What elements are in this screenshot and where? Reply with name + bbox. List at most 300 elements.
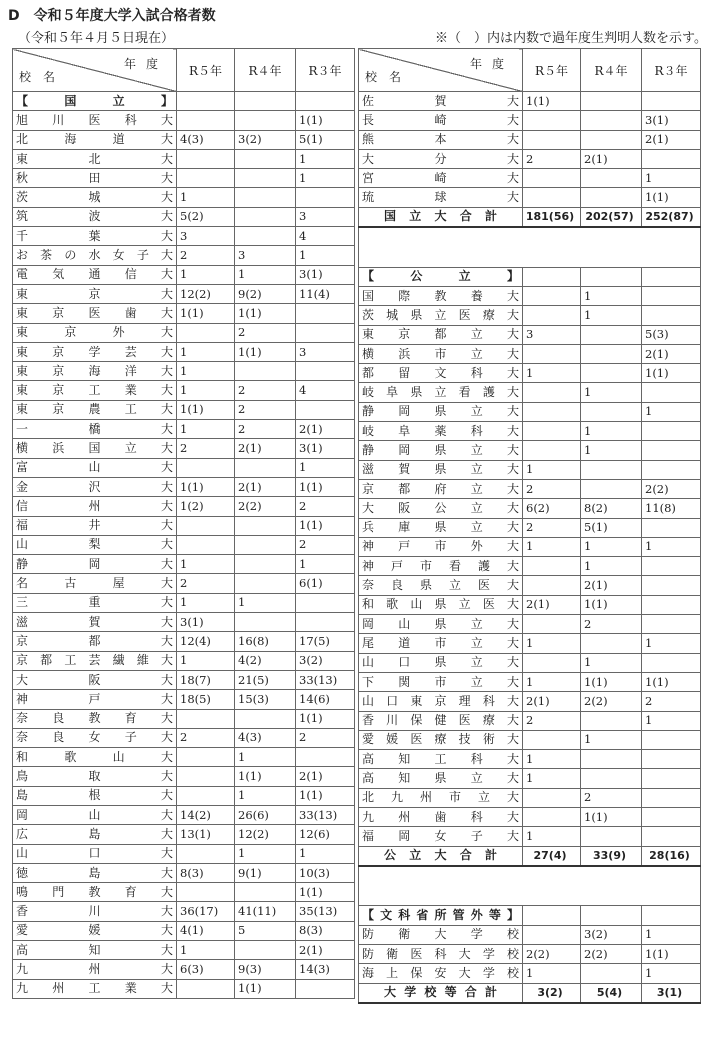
school-name-cell (359, 615, 523, 634)
school-name-cell (13, 593, 177, 612)
count-r3: 8(3) (296, 921, 355, 940)
school-name-cell (13, 246, 177, 265)
school-name: 佐 賀 大 (362, 93, 519, 108)
count-r3 (642, 557, 701, 576)
school-name-cell (359, 460, 523, 479)
school-name-cell (13, 902, 177, 921)
school-name-cell (13, 805, 177, 824)
count-r4 (581, 267, 642, 286)
school-name-cell (13, 477, 177, 496)
count-r3: 1(1) (296, 883, 355, 902)
table-row (13, 381, 355, 400)
count-r3 (642, 769, 701, 788)
school-name: 旭 川 医 科 大 (16, 112, 173, 127)
count-r4: 1 (581, 306, 642, 325)
count-r3: 1 (642, 537, 701, 556)
count-r4 (235, 169, 296, 188)
year-header-cell: R３年 (642, 49, 701, 92)
count-r5: 1 (523, 827, 581, 846)
school-name-cell (13, 632, 177, 651)
school-name-cell (359, 92, 523, 111)
school-name-cell (13, 748, 177, 767)
count-r4 (235, 883, 296, 902)
school-name-cell (359, 111, 523, 130)
count-r3: 2 (642, 692, 701, 711)
school-name: 高 知 大 (16, 942, 173, 957)
count-r5 (523, 557, 581, 576)
count-r4: 1 (581, 286, 642, 305)
school-name-cell (13, 284, 177, 303)
table-row (13, 323, 355, 342)
count-r3: 1 (296, 458, 355, 477)
count-r5: 1 (177, 593, 235, 612)
school-name: 東 京 外 大 (16, 325, 173, 340)
count-r4: 2 (581, 788, 642, 807)
count-r5: 1 (177, 941, 235, 960)
school-name-cell (13, 728, 177, 747)
school-name: 静 岡 県 立 大 (362, 442, 519, 457)
school-name-cell (13, 863, 177, 882)
table-row (359, 595, 701, 614)
count-r4: 2 (581, 615, 642, 634)
count-r5 (177, 149, 235, 168)
count-r4 (581, 906, 642, 925)
section-header-row (359, 906, 701, 925)
school-name: 京 都 大 (16, 633, 173, 648)
count-r4 (235, 362, 296, 381)
table-row (359, 518, 701, 537)
table-row (13, 265, 355, 284)
count-r3 (642, 286, 701, 305)
table-row (13, 863, 355, 882)
count-r3 (642, 149, 701, 168)
school-name: 琉 球 大 (362, 190, 519, 205)
count-r5: 1(1) (523, 92, 581, 111)
count-r5: 6(3) (177, 960, 235, 979)
count-r4: 16(8) (235, 632, 296, 651)
count-r5: 2(1) (523, 692, 581, 711)
school-name-cell (359, 653, 523, 672)
school-name-cell (359, 207, 523, 227)
count-r3: 1 (296, 844, 355, 863)
school-name-cell (13, 979, 177, 998)
table-row (359, 537, 701, 556)
table-row (359, 711, 701, 730)
count-r5 (177, 786, 235, 805)
count-r5: 6(2) (523, 499, 581, 518)
count-r5 (177, 883, 235, 902)
table-row (359, 788, 701, 807)
table-row (13, 304, 355, 323)
count-r3 (642, 906, 701, 925)
count-r3 (642, 827, 701, 846)
school-name-cell (359, 807, 523, 826)
count-r5: 8(3) (177, 863, 235, 882)
count-r3: 3 (296, 342, 355, 361)
table-row (359, 422, 701, 441)
count-r5: 2 (523, 711, 581, 730)
school-name-cell (13, 458, 177, 477)
school-name: 大 学 校 等 合 計 (384, 985, 497, 1000)
school-name-cell (13, 883, 177, 902)
count-r4 (581, 827, 642, 846)
count-r3 (642, 92, 701, 111)
count-r3 (642, 422, 701, 441)
footnote: ※（ ）内は内数で過年度生判明人数を示す。 (435, 31, 707, 46)
school-name: 神 戸 大 (16, 691, 173, 706)
count-r5: 181(56) (523, 207, 581, 227)
school-name-cell (359, 286, 523, 305)
table-row (13, 111, 355, 130)
school-name-cell (13, 265, 177, 284)
count-r4: 1 (235, 593, 296, 612)
count-r5: 12(4) (177, 632, 235, 651)
count-r5: 3(1) (177, 613, 235, 632)
table-row (13, 227, 355, 246)
right-results-table (358, 48, 701, 1004)
school-name: 名 古 屋 大 (16, 576, 173, 591)
count-r4 (235, 111, 296, 130)
count-r4: 1 (581, 653, 642, 672)
school-name: 東 京 工 業 大 (16, 383, 173, 398)
school-name: 東 京 医 歯 大 (16, 305, 173, 320)
school-name: 茨 城 県 立 医 療 大 (362, 307, 519, 322)
school-name-cell (13, 188, 177, 207)
count-r4: 202(57) (581, 207, 642, 227)
count-r3: 1(1) (642, 188, 701, 207)
school-name: 鳥 取 大 (16, 769, 173, 784)
count-r4: 2(1) (581, 576, 642, 595)
school-name: 東 京 海 洋 大 (16, 363, 173, 378)
count-r4: 2(1) (235, 477, 296, 496)
count-r3: 1 (642, 711, 701, 730)
school-name: 香 川 大 (16, 904, 173, 919)
count-r5 (523, 111, 581, 130)
count-r4 (235, 613, 296, 632)
school-name: 熊 本 大 (362, 132, 519, 147)
count-r5: 1 (523, 769, 581, 788)
table-row (359, 615, 701, 634)
count-r3: 1 (642, 169, 701, 188)
school-name-cell (359, 788, 523, 807)
count-r3: 5(1) (296, 130, 355, 149)
count-r5: 3(2) (523, 983, 581, 1003)
school-name: 高 知 県 立 大 (362, 771, 519, 786)
count-r3: 2(1) (642, 344, 701, 363)
school-name: 奈 良 女 子 大 (16, 730, 173, 745)
count-r4 (235, 207, 296, 226)
school-name-cell (359, 364, 523, 383)
school-name-cell (359, 306, 523, 325)
count-r5: 2(1) (523, 595, 581, 614)
count-r4: 3(2) (581, 925, 642, 944)
count-r5 (177, 709, 235, 728)
document-header (0, 0, 715, 48)
count-r4 (235, 574, 296, 593)
count-r3: 33(13) (296, 670, 355, 689)
count-r4: 1(1) (581, 807, 642, 826)
school-name: 【 国 立 】 (16, 93, 173, 108)
school-name-cell (13, 516, 177, 535)
corner-header-cell (359, 49, 523, 92)
school-name: 奈 良 教 育 大 (16, 711, 173, 726)
table-row (13, 246, 355, 265)
count-r3: 1 (296, 246, 355, 265)
school-name-cell (359, 383, 523, 402)
count-r3: 2 (296, 728, 355, 747)
count-r5: 1(1) (177, 400, 235, 419)
section-spacer (359, 866, 701, 906)
count-r3: 1(1) (642, 945, 701, 964)
section-spacer (359, 227, 701, 267)
table-row (13, 149, 355, 168)
count-r5: 3 (523, 325, 581, 344)
school-name: 広 島 大 (16, 826, 173, 841)
table-row (359, 92, 701, 111)
count-r3: 2(1) (296, 941, 355, 960)
count-r4: 1(1) (581, 595, 642, 614)
school-axis-label: 校名 (365, 70, 414, 84)
school-name-cell (13, 555, 177, 574)
school-name-cell (359, 422, 523, 441)
count-r4 (235, 941, 296, 960)
school-name-cell (359, 846, 523, 866)
school-name-cell (13, 670, 177, 689)
school-name-cell (13, 574, 177, 593)
count-r5 (177, 111, 235, 130)
school-name-cell (13, 381, 177, 400)
school-name-cell (359, 964, 523, 983)
count-r3: 1 (642, 964, 701, 983)
table-row (359, 325, 701, 344)
count-r5: 2 (523, 149, 581, 168)
count-r4: 9(3) (235, 960, 296, 979)
school-name: 東 京 都 立 大 (362, 327, 519, 342)
count-r5: 1 (523, 364, 581, 383)
count-r4: 1(1) (235, 979, 296, 998)
school-name: 高 知 工 科 大 (362, 751, 519, 766)
count-r4 (235, 555, 296, 574)
count-r4: 2 (235, 323, 296, 342)
year-header-cell: R４年 (235, 49, 296, 92)
table-row (359, 692, 701, 711)
table-row (13, 458, 355, 477)
count-r3: 28(16) (642, 846, 701, 866)
count-r5: 2 (523, 479, 581, 498)
school-name: 横 浜 市 立 大 (362, 346, 519, 361)
school-name: 東 京 学 芸 大 (16, 344, 173, 359)
school-name: 一 橋 大 (16, 421, 173, 436)
school-name-cell (359, 325, 523, 344)
school-name-cell (13, 921, 177, 940)
count-r4 (235, 188, 296, 207)
table-row (359, 479, 701, 498)
count-r3 (296, 362, 355, 381)
school-name: 京 都 工 芸 繊 維 大 (16, 653, 173, 668)
count-r3: 1(1) (296, 477, 355, 496)
count-r3: 1(1) (296, 516, 355, 535)
count-r5 (523, 807, 581, 826)
count-r3 (296, 92, 355, 111)
table-row (13, 805, 355, 824)
school-name-cell (13, 207, 177, 226)
school-name: 和 歌 山 大 (16, 749, 173, 764)
count-r5: 2 (177, 574, 235, 593)
table-row (13, 748, 355, 767)
school-name: 香 川 保 健 医 療 大 (362, 713, 519, 728)
count-r4 (581, 769, 642, 788)
count-r5 (177, 535, 235, 554)
school-name: 奈 良 県 立 医 大 (362, 578, 519, 593)
count-r3: 12(6) (296, 825, 355, 844)
count-r4 (235, 92, 296, 111)
table-row (13, 516, 355, 535)
count-r4: 1 (235, 748, 296, 767)
count-r5 (523, 788, 581, 807)
count-r4: 41(11) (235, 902, 296, 921)
table-row (359, 807, 701, 826)
count-r4: 8(2) (581, 499, 642, 518)
count-r4 (581, 964, 642, 983)
count-r3 (296, 400, 355, 419)
count-r5 (523, 286, 581, 305)
year-header-cell: R５年 (177, 49, 235, 92)
table-row (13, 651, 355, 670)
school-name-cell (13, 304, 177, 323)
school-name-cell (359, 344, 523, 363)
count-r4 (235, 149, 296, 168)
count-r5: 13(1) (177, 825, 235, 844)
count-r3: 35(13) (296, 902, 355, 921)
count-r4: 2(2) (581, 692, 642, 711)
count-r3 (296, 304, 355, 323)
school-name: お 茶 の 水 女 子 大 (16, 248, 173, 263)
count-r5 (523, 441, 581, 460)
count-r4: 9(1) (235, 863, 296, 882)
school-name-cell (13, 323, 177, 342)
school-name-cell (359, 402, 523, 421)
count-r4: 2(1) (235, 439, 296, 458)
count-r4: 12(2) (235, 825, 296, 844)
table-row (13, 439, 355, 458)
subtotal-row (359, 846, 701, 866)
section-header-row (359, 267, 701, 286)
count-r4: 5(4) (581, 983, 642, 1003)
table-row (359, 730, 701, 749)
table-row (13, 130, 355, 149)
count-r3: 1(1) (642, 672, 701, 691)
count-r4: 26(6) (235, 805, 296, 824)
count-r5: 1 (523, 964, 581, 983)
count-r3: 5(3) (642, 325, 701, 344)
count-r5 (523, 267, 581, 286)
school-name-cell (13, 362, 177, 381)
school-name: 北 海 道 大 (16, 132, 173, 147)
count-r5: 1 (177, 420, 235, 439)
count-r4: 1(1) (235, 342, 296, 361)
count-r3: 14(3) (296, 960, 355, 979)
count-r4: 2 (235, 381, 296, 400)
count-r3: 1(1) (296, 786, 355, 805)
table-row (359, 964, 701, 983)
school-name-cell (359, 130, 523, 149)
school-name-cell (359, 149, 523, 168)
school-name-cell (359, 267, 523, 286)
count-r3 (642, 518, 701, 537)
count-r3: 10(3) (296, 863, 355, 882)
count-r4: 15(3) (235, 690, 296, 709)
count-r3 (642, 807, 701, 826)
school-name: 岡 山 県 立 大 (362, 616, 519, 631)
table-row (13, 362, 355, 381)
school-name-cell (13, 844, 177, 863)
count-r4 (581, 325, 642, 344)
subtotal-row (359, 983, 701, 1003)
table-row (359, 750, 701, 769)
count-r5 (523, 402, 581, 421)
school-name: 公 立 大 合 計 (384, 848, 497, 863)
school-name-cell (13, 111, 177, 130)
count-r3 (642, 595, 701, 614)
count-r5: 4(3) (177, 130, 235, 149)
count-r4: 1 (235, 265, 296, 284)
count-r5: 5(2) (177, 207, 235, 226)
count-r3: 3(1) (642, 111, 701, 130)
count-r4: 9(2) (235, 284, 296, 303)
count-r3: 3(1) (296, 265, 355, 284)
school-name: 三 重 大 (16, 595, 173, 610)
school-name: 山 梨 大 (16, 537, 173, 552)
table-row (13, 709, 355, 728)
count-r3: 1 (642, 634, 701, 653)
school-name-cell (359, 750, 523, 769)
school-name-cell (359, 441, 523, 460)
table-row (359, 402, 701, 421)
school-name: 茨 城 大 (16, 190, 173, 205)
count-r4 (235, 458, 296, 477)
table-row (13, 960, 355, 979)
count-r5: 3 (177, 227, 235, 246)
table-row (13, 670, 355, 689)
count-r4: 1 (581, 730, 642, 749)
count-r5 (523, 576, 581, 595)
count-r4 (581, 402, 642, 421)
count-r5 (523, 653, 581, 672)
count-r5 (523, 383, 581, 402)
count-r3: 33(13) (296, 805, 355, 824)
count-r5 (523, 130, 581, 149)
count-r3: 2(2) (642, 479, 701, 498)
count-r5: 1 (523, 750, 581, 769)
count-r5 (177, 748, 235, 767)
count-r5: 1(1) (177, 477, 235, 496)
school-name: 防 衛 大 学 校 (362, 927, 519, 942)
school-name: 岡 山 大 (16, 807, 173, 822)
school-name-cell (359, 188, 523, 207)
column-header-row (359, 49, 701, 92)
count-r3: 4 (296, 381, 355, 400)
count-r3: 1 (642, 402, 701, 421)
count-r3: 2(1) (642, 130, 701, 149)
count-r5 (177, 458, 235, 477)
school-name: 兵 庫 県 立 大 (362, 520, 519, 535)
count-r4: 33(9) (581, 846, 642, 866)
table-row (359, 149, 701, 168)
school-name-cell (359, 479, 523, 498)
count-r3: 14(6) (296, 690, 355, 709)
count-r5 (177, 767, 235, 786)
count-r4: 1 (581, 537, 642, 556)
